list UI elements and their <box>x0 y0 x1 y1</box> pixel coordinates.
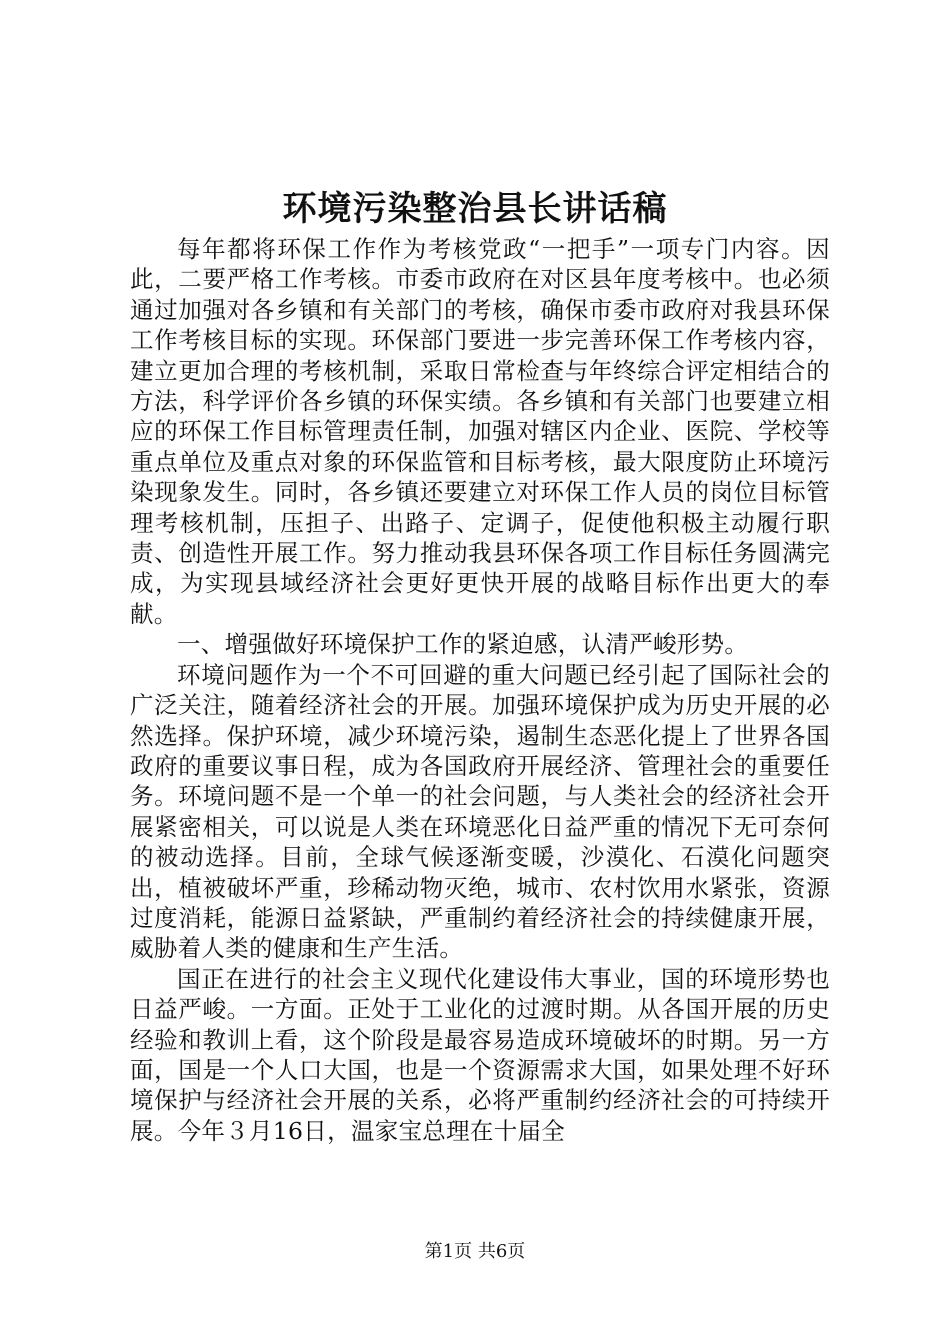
section-heading: 一、增强做好环境保护工作的紧迫感，认清严峻形势。 <box>177 630 749 659</box>
document-title: 环境污染整治县长讲话稿 <box>282 189 668 229</box>
document-body <box>130 234 830 1146</box>
paragraph-2: 环境问题作为一个不可回避的重大问题已经引起了国际社会的广泛关注，随着经济社会的开展。加强环境保护成为历史开展的必然选择。保护环境，减少环境污染，遏制生态恶化提上了世界各国政府的重要议事日程，成为各国政府开展经济、管理社会的重要任务。环境问题不是一个单一的社会问题，与人类社会的经济社会开展紧密相关，可以说是人类在环境恶化日益严重的情况下无可奈何的被动选择。目前，全球气候逐渐变暖，沙漠化、石漠化问题突出，植被破坏严重，珍稀动物灭绝，城市、农村饮用水紧张，资源过度消耗，能源日益紧缺，严重制约着经济社会的持续健康开展，威胁着人类的健康和生产生活。 <box>130 660 830 963</box>
paragraph-1: 每年都将环保工作作为考核党政“一把手”一项专门内容。因此，二要严格工作考核。市委市政府在对区县年度考核中。也必须通过加强对各乡镇和有关部门的考核，确保市委市政府对我县环保工作考核目标的实现。环保部门要进一步完善环保工作考核内容，建立更加合理的考核机制，采取日常检查与年终综合评定相结合的方法，科学评价各乡镇的环保实绩。各乡镇和有关部门也要建立相应的环保工作目标管理责任制，加强对辖区内企业、医院、学校等重点单位及重点对象的环保监管和目标考核，最大限度防止环境污染现象发生。同时，各乡镇还要建立对环保工作人员的岗位目标管理考核机制，压担子、出路子、定调子，促使他积极主动履行职责、创造性开展工作。努力推动我县环保各项工作目标任务圆满完成，为实现县域经济社会更好更快开展的战略目标作出更大的奉献。 <box>130 235 830 628</box>
page-number-footer: 第1页 共6页 <box>424 1241 526 1262</box>
paragraph-3: 国正在进行的社会主义现代化建设伟大事业，国的环境形势也日益严峻。一方面。正处于工业化的过渡时期。从各国开展的历史经验和教训上看，这个阶段是最容易造成环境破坏的时期。另一方面，国是一个人口大国，也是一个资源需求大国，如果处理不好环境保护与经济社会开展的关系，必将严重制约经济社会的可持续开展。今年３月16日，温家宝总理在十届全 <box>130 964 830 1145</box>
